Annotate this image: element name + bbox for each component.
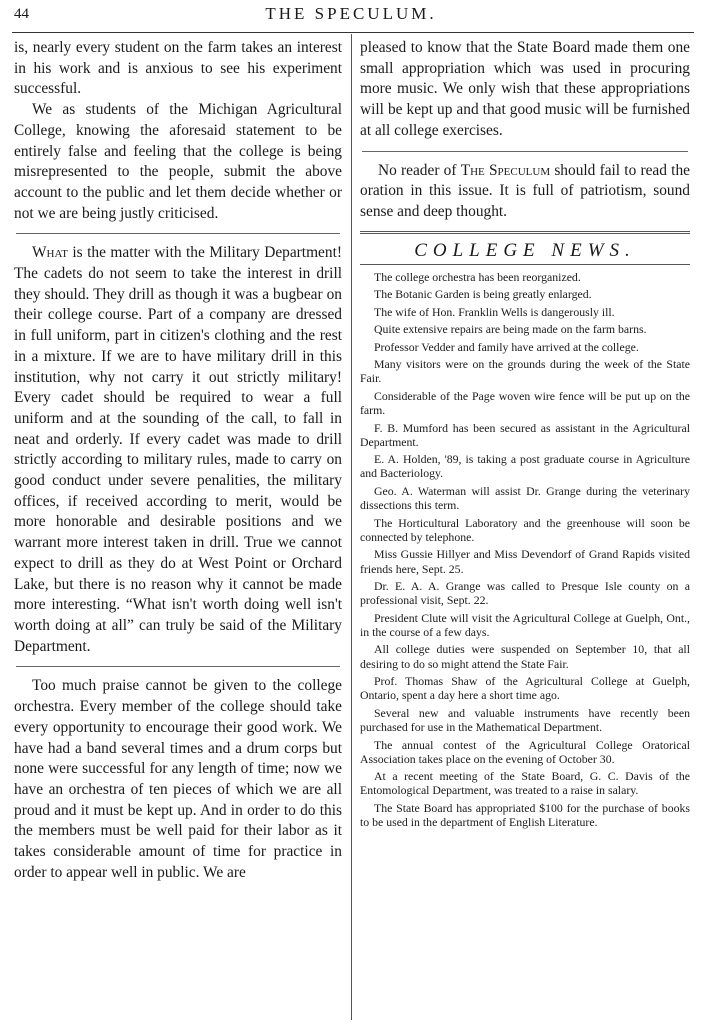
paragraph-military-text: is the matter with the Military Department! The cadets do not seem to take the interest in drill they should. They drill as though it was a bugbear on their college course. Part of a company are dressed in full uniform, part in citizen's clothing and the rest in a mixture. If we are to have military drill in this institution, why not carry it out strictly military! Every cadet should be required to wear a full uniform and at the sounding of the call, to fall in neat and orderly. If every cadet was made to drill strictly according to military rules, made to carry on good conduct under severe penalities, the military offices, if received according to merit, would be more honorable and desirable positions and we warrant more interest taken in drill. True we cannot expect to drill as they do at West Point or Orchard Lake, but there is no reason why it cannot be made more interesting. “What isn't worth doing well isn't worth doing at all” can truly be said of the Military Department. bbox=[14, 244, 342, 655]
paragraph-orchestra: Too much praise cannot be given to the college orchestra. Every member of the college should take every opportunity to encourage their good work. We have had a band several times and a drum corps but none were successful for any length of time; now we have an orchestra of ten pieces of which we are all proud and it must be kept up. And in order to do this the members must be well paid for their labor as it takes considerable amount of time for practice in order to appear well in public. We are bbox=[14, 677, 342, 881]
section-divider bbox=[16, 233, 340, 234]
news-item: Miss Gussie Hillyer and Miss Devendorf of Grand Rapids visited friends here, Sept. 25. bbox=[360, 547, 690, 576]
oration-text-a: No reader of bbox=[378, 161, 461, 179]
news-item: Several new and valuable instruments have recently been purchased for use in the Mathematical Department. bbox=[360, 705, 690, 735]
news-item: The annual contest of the Agricultural College Oratorical Association takes place on the evening of October 30. bbox=[360, 737, 690, 766]
right-column bbox=[360, 38, 690, 833]
page-number: 44 bbox=[14, 6, 29, 22]
section-divider bbox=[16, 666, 340, 667]
news-item: Dr. E. A. A. Grange was called to Presque Isle county on a professional visit, Sept. 22. bbox=[360, 579, 690, 608]
paragraph-continued: is, nearly every student on the farm takes an interest in his work and is anxious to see his experiment successful. bbox=[14, 39, 342, 98]
news-item: Prof. Thomas Shaw of the Agricultural College at Guelph, Ontario, spent a day here a short time ago. bbox=[360, 674, 690, 703]
header-rule bbox=[12, 32, 694, 33]
paragraph-orchestra-continued: pleased to know that the State Board made them one small appropriation which was used in procuring more music. We only wish that these appropriations will be kept up and that good music will be furnished at all college exercises. bbox=[360, 39, 690, 139]
paragraph-students-statement: We as students of the Michigan Agricultural College, knowing the aforesaid statement to be entirely false and feeling that the college is being misrepresented to the people, submit the above account to the public and let them decide whether or not we are being justly criticised. bbox=[14, 101, 342, 222]
news-item: At a recent meeting of the State Board, G. C. Davis of the Entomological Department, was treated to a raise in salary. bbox=[360, 769, 690, 798]
news-item: The college orchestra has been reorganized. bbox=[374, 269, 581, 284]
news-item: Quite extensive repairs are being made on the farm barns. bbox=[374, 322, 647, 337]
news-list bbox=[360, 270, 690, 830]
left-column bbox=[14, 38, 342, 883]
news-item: Professor Vedder and family have arrived at the college. bbox=[374, 339, 639, 354]
news-item: President Clute will visit the Agricultural College at Guelph, Ont., in the course of a few days. bbox=[360, 610, 690, 639]
news-item: Many visitors were on the grounds during the week of the State Fair. bbox=[360, 357, 690, 386]
news-item: The wife of Hon. Franklin Wells is dangerously ill. bbox=[374, 304, 615, 319]
news-item: Geo. A. Waterman will assist Dr. Grange during the veterinary dissections this term. bbox=[360, 483, 690, 513]
news-item: The Horticultural Laboratory and the greenhouse will soon be connected by telephone. bbox=[360, 515, 690, 544]
news-item: The Botanic Garden is being greatly enlarged. bbox=[374, 287, 592, 302]
section-divider-double bbox=[360, 231, 690, 234]
lead-word: What bbox=[32, 244, 68, 262]
running-head: THE SPECULUM. bbox=[265, 4, 437, 23]
news-heading-rule bbox=[360, 264, 690, 265]
oration-text-b: should fail to read the oration in this issue. It is full of patriotism, sound sense and deep thought. bbox=[360, 161, 690, 220]
section-divider bbox=[362, 151, 688, 152]
paragraph-military-department bbox=[14, 243, 342, 657]
column-rule bbox=[351, 34, 352, 1020]
news-item: The State Board has appropriated $100 for the purchase of books to be used in the department of English Literature. bbox=[360, 800, 690, 830]
news-item: All college duties were suspended on September 10, that all desiring to do so might attend the State Fair. bbox=[360, 642, 690, 671]
paragraph-oration bbox=[360, 161, 690, 223]
publication-name: The Speculum bbox=[460, 161, 551, 179]
news-item: Considerable of the Page woven wire fence will be put up on the farm. bbox=[360, 388, 690, 418]
college-news-heading: COLLEGE NEWS. bbox=[414, 239, 636, 261]
news-item: F. B. Mumford has been secured as assistant in the Agricultural Department. bbox=[360, 420, 690, 449]
news-item: E. A. Holden, '89, is taking a post graduate course in Agriculture and Bacteriology. bbox=[360, 452, 690, 481]
